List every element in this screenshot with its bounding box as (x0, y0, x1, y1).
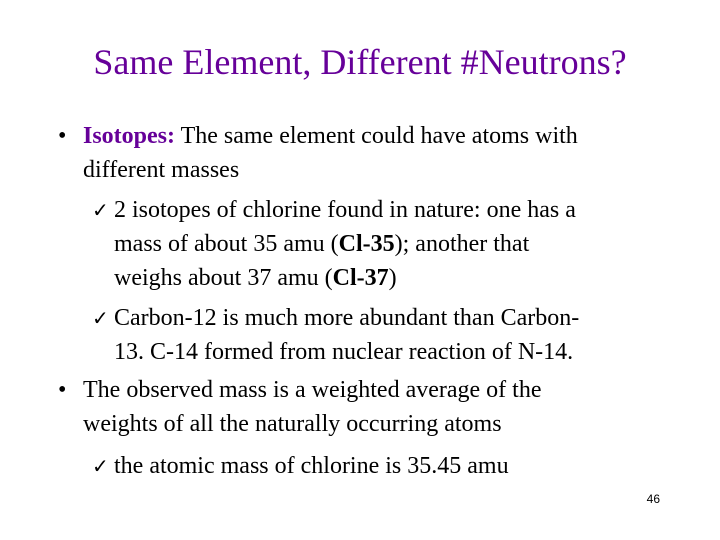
sub-bullet-2-text: Carbon-12 is much more abundant than Carbon- (114, 305, 580, 331)
bullet-1-line-1 (83, 121, 578, 151)
sub-bullet-1-text: 2 isotopes of chlorine found in nature: one has a (114, 197, 576, 223)
text-fragment: ); another that (394, 231, 530, 257)
bullet-2-line-2: weights of all the naturally occurring atoms (83, 411, 502, 437)
sub-bullet-2-line-1 (92, 303, 579, 333)
sub-bullet-3-text: the atomic mass of chlorine is 35.45 amu (114, 453, 509, 479)
sub-bullet-2-line-2: 13. C-14 formed from nuclear reaction of N-14. (114, 339, 574, 365)
text-fragment: ) (388, 265, 397, 291)
checkmark-icon: ✓ (92, 306, 109, 330)
page-number: 46 (646, 492, 660, 506)
bullet-marker: • (58, 377, 67, 403)
sub-bullet-3-line-1 (92, 451, 509, 481)
bullet-2-line-1: The observed mass is a weighted average of the (83, 377, 542, 403)
bullet-1-line-2: different masses (83, 157, 240, 183)
text-fragment: weighs about 37 amu ( (114, 265, 333, 291)
slide-title: Same Element, Different #Neutrons? (93, 42, 627, 82)
text-fragment: mass of about 35 amu ( (114, 231, 339, 257)
isotopes-label: Isotopes: (83, 123, 176, 149)
cl37-label: Cl-37 (332, 265, 389, 291)
bullet-marker: • (58, 123, 67, 149)
checkmark-icon: ✓ (92, 198, 109, 222)
cl35-label: Cl-35 (338, 231, 395, 257)
bullet-1-text: The same element could have atoms with (175, 123, 578, 149)
sub-bullet-1-line-1 (92, 195, 576, 225)
sub-bullet-1-line-2 (114, 229, 529, 259)
checkmark-icon: ✓ (92, 454, 109, 478)
sub-bullet-1-line-3 (114, 263, 397, 293)
